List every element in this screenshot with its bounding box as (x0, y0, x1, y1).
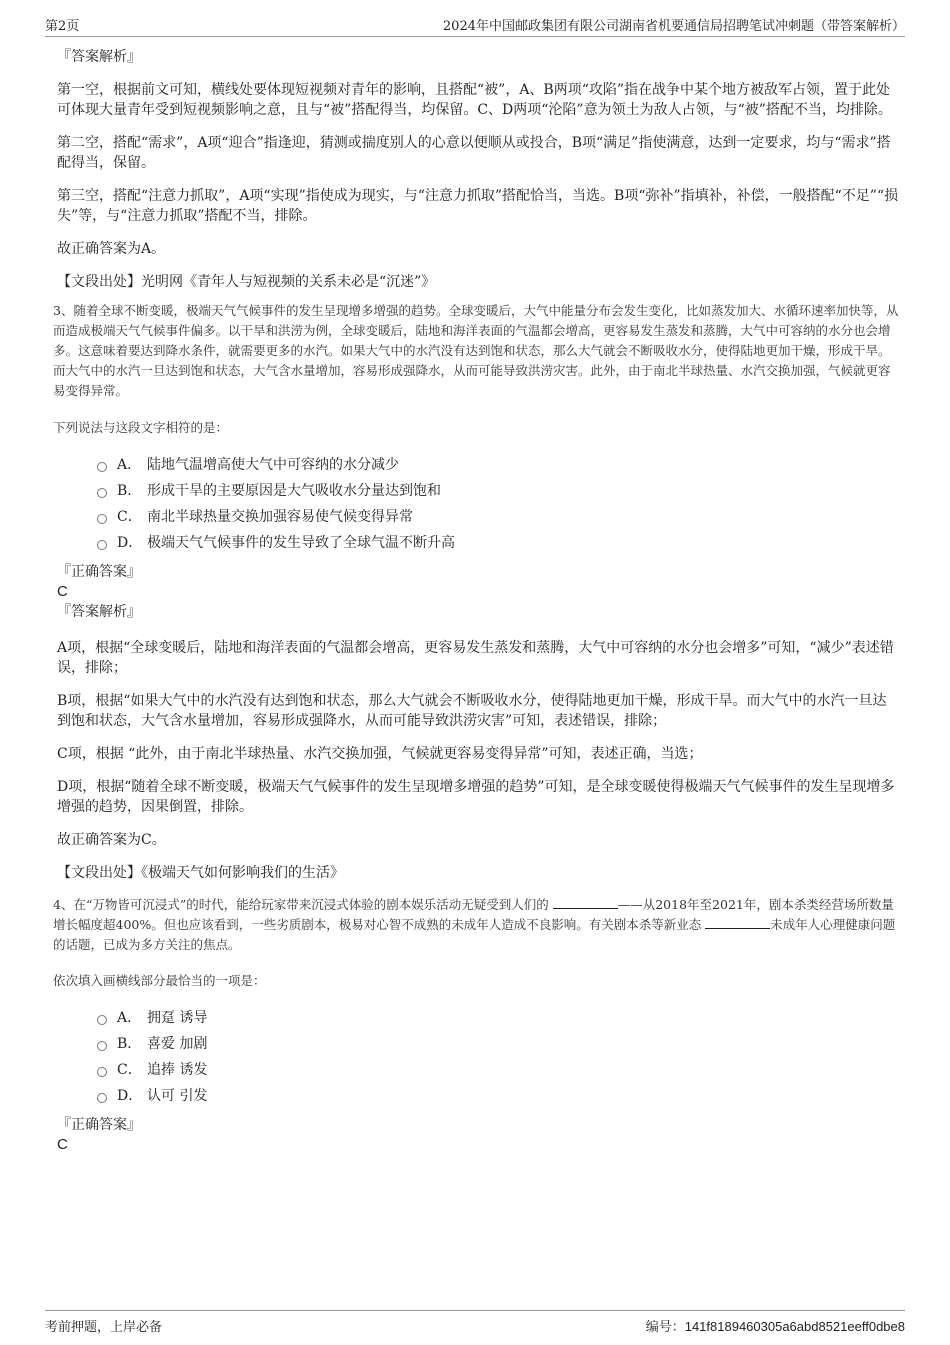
correct-answer-tag: 『正确答案』 (57, 564, 141, 580)
correct-answer-tag: 『正确答案』 (57, 1117, 141, 1133)
option-d[interactable]: D． 认可 引发 (97, 1083, 900, 1109)
option-d[interactable]: D． 极端天气气候事件的发生导致了全球气温不断升高 (97, 530, 900, 556)
page-footer (45, 1310, 905, 1335)
document-id: 编号：141f8189460305a6abd8521eeff0dbe8 (645, 1319, 905, 1334)
analysis-paragraph-2: 第二空，搭配“需求”，A项“迎合”指逢迎，猜测或揣度别人的心意以便顺从或投合，B项“满足”指使满意，达到一定要求，均与“需求”搭配得当，保留。 (57, 135, 891, 171)
radio-icon[interactable] (97, 488, 107, 498)
radio-icon[interactable] (97, 540, 107, 550)
analysis-option-b: B项，根据“如果大气中的水汽没有达到饱和状态，那么大气就会不断吸收水分，使得陆地更加干燥，形成干旱。而大气中的水汽一旦达到饱和状态，大气含水量增加，容易形成强降水，从而可能导致洪涝灾害”可知，表述错误，排除； (57, 693, 887, 729)
document-title: 2024年中国邮政集团有限公司湖南省机要通信局招聘笔试冲刺题（带答案解析） (442, 19, 905, 34)
question-3-stem: 3、随着全球不断变暖，极端天气气候事件的发生呈现增多增强的趋势。全球变暖后，大气中能量分布会发生变化，比如蒸发加大、水循环速率加快等，从而造成极端天气气候事件偏多。以干旱和洪涝为例，全球变暖后，陆地和海洋表面的气温都会增高，更容易发生蒸发和蒸腾，大气中可容纳的水分也会增多。这意味着要达到降水条件，就需要更多的水汽。如果大气中的水汽没有达到饱和状态，那么大气就会不断吸收水分，使得陆地更加干燥，形成干旱。而大气中的水汽一旦达到饱和状态，大气含水量增加，容易形成强降水，从而可能导致洪涝灾害。此外，由于南北半球热量、水汽交换加强，气候就更容易变得异常。 (53, 303, 899, 398)
analysis-option-d: D项，根据“随着全球不断变暖，极端天气气候事件的发生呈现增多增强的趋势”可知，是全球变暖使得极端天气气候事件的发生呈现增多增强的趋势，因果倒置，排除。 (57, 779, 895, 815)
analysis-option-c: C项，根据 “此外，由于南北半球热量、水汽交换加强，气候就更容易变得异常”可知，表述正确，当选； (57, 746, 703, 762)
radio-icon[interactable] (97, 514, 107, 524)
fill-blank-1[interactable] (553, 896, 618, 909)
source-note: 【文段出处】光明网《青年人与短视频的关系未必是“沉迷”》 (57, 274, 436, 290)
option-a[interactable]: A． 拥趸 诱导 (97, 1005, 900, 1031)
radio-icon[interactable] (97, 1041, 107, 1051)
option-b[interactable]: B． 喜爱 加剧 (97, 1031, 900, 1057)
analysis-paragraph-3: 第三空，搭配“注意力抓取”，A项“实现”指使成为现实，与“注意力抓取”搭配恰当，当选。B项“弥补”指填补，补偿，一般搭配“不足”“损失”等，与“注意力抓取”搭配不当，排除。 (57, 188, 899, 224)
radio-icon[interactable] (97, 1093, 107, 1103)
footer-slogan: 考前押题，上岸必备 (45, 1320, 163, 1335)
page-header (45, 12, 905, 37)
radio-icon[interactable] (97, 1015, 107, 1025)
source-note: 【文段出处】《极端天气如何影响我们的生活》 (57, 865, 344, 881)
option-a[interactable]: A． 陆地气温增高使大气中可容纳的水分减少 (97, 452, 900, 478)
analysis-tag: 『答案解析』 (57, 604, 141, 620)
option-c[interactable]: C． 追捧 诱发 (97, 1057, 900, 1083)
question-4-stem: 4、在“万物皆可沉浸式”的时代，能给玩家带来沉浸式体验的剧本娱乐活动无疑受到人们的 ——从2018年至2021年，剧本杀类经营场所数量增长幅度超400%。但也应该看到，一些劣质剧本，极易对心智不成熟的未成年人造成不良影响。有关剧本杀等新业态 未成年人心理健康问题的话题，已成为多方关注的焦点。 (53, 897, 896, 952)
question-3-options (57, 452, 900, 556)
question-4-prompt: 依次填入画横线部分最恰当的一项是： (53, 973, 266, 988)
analysis-tag: 『答案解析』 (57, 49, 141, 65)
correct-answer: C (57, 1136, 68, 1153)
page-number: 第2页 (45, 19, 80, 34)
correct-answer: C (57, 583, 68, 600)
radio-icon[interactable] (97, 1067, 107, 1077)
analysis-paragraph-1: 第一空，根据前文可知，横线处要体现短视频对青年的影响，且搭配“被”，A、B两项“攻陷”指在战争中某个地方被敌军占领，置于此处可体现大量青年受到短视频影响之意，且与“被”搭配得当，均保留。C、D两项“沦陷”意为领土为敌人占领，与“被”搭配不当，均排除。 (57, 82, 892, 118)
analysis-option-a: A项，根据“全球变暖后，陆地和海洋表面的气温都会增高，更容易发生蒸发和蒸腾，大气中可容纳的水分也会增多”可知，“减少”表述错误，排除； (57, 640, 894, 676)
question-4-options (57, 1005, 900, 1109)
radio-icon[interactable] (97, 462, 107, 472)
page-content (53, 47, 900, 1155)
option-b[interactable]: B． 形成干旱的主要原因是大气吸收水分量达到饱和 (97, 478, 900, 504)
fill-blank-2[interactable] (705, 916, 770, 929)
analysis-conclusion: 故正确答案为C。 (57, 832, 166, 848)
option-c[interactable]: C． 南北半球热量交换加强容易使气候变得异常 (97, 504, 900, 530)
question-3-prompt: 下列说法与这段文字相符的是： (53, 420, 229, 435)
analysis-conclusion: 故正确答案为A。 (57, 241, 166, 257)
